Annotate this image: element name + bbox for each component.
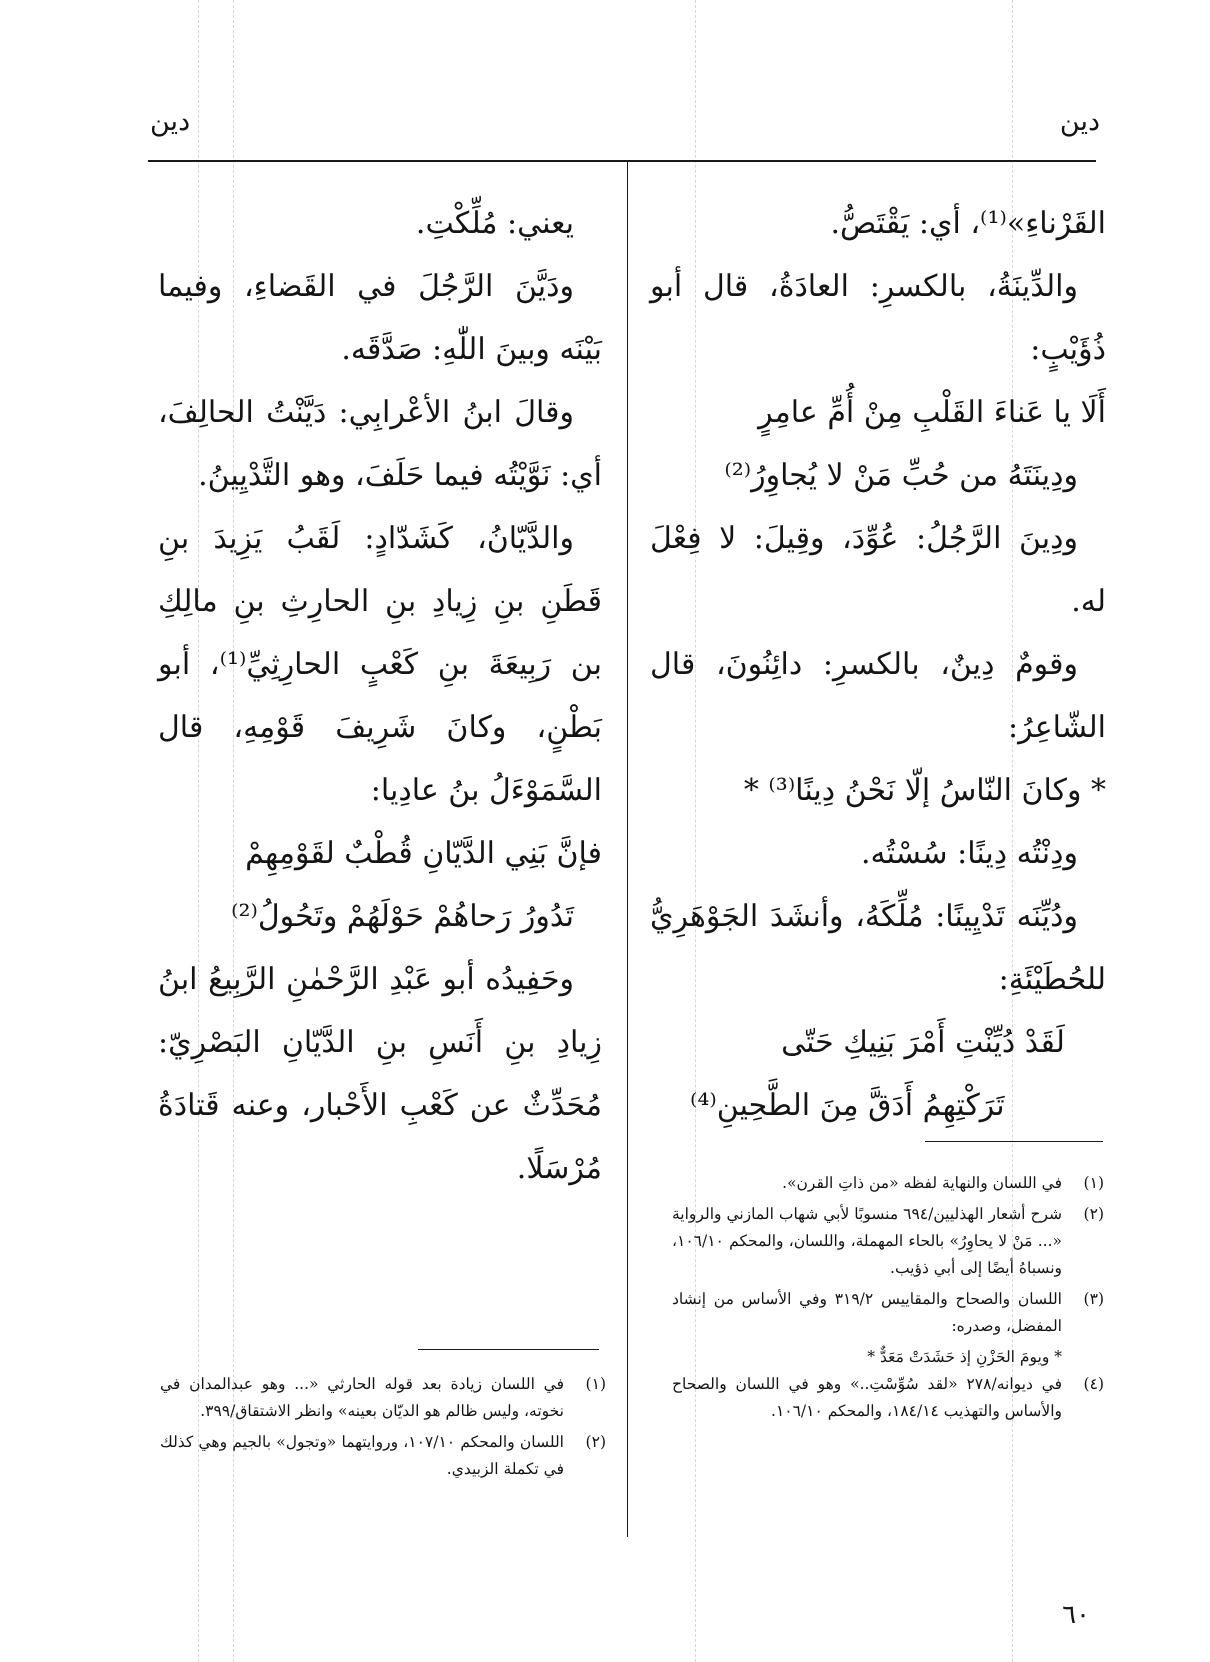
right-footnotes [672,1170,1104,1429]
left-footnotes [160,1371,606,1487]
paragraph: ودِينَ الرَّجُلُ: عُوِّدَ، وقِيلَ: لا فِعْلَ له. [650,521,1106,619]
paragraph: ودُيِّنَه تَدْيِينًا: مُلِّكَهُ، وأنشَدَ الجَوْهَرِيُّ للحُطَيْئَةِ: [650,899,1106,997]
footnote-text: اللسان والصحاح والمقاييس ٣١٩/٢ وفي الأساس من إنشاد المفضل، وصدره: [672,1290,1062,1335]
left-column [158,192,602,1200]
paragraph: وحَفِيدُه أبو عَبْدِ الرَّحْمٰنِ الرَّبِيعُ ابنُ زِيادِ بنِ أَنَسِ بنِ الدَّيّانِ البَصْرِيّ: مُحَدِّثٌ عن كَعْبِ الأَحْبار، وعنه قَتادَةُ مُرْسَلًا. [158,962,602,1186]
footnote [160,1371,606,1425]
poem-line: فإنَّ بَنِي الدَّيّانِ قُطْبٌ لقَوْمِهِمْ [245,836,602,871]
footnote [160,1429,606,1483]
paragraph: يعني: مُلِّكْتِ. [415,206,574,241]
page-number: ٦٠ [1062,1600,1090,1630]
footnote-number: (٢) [585,1433,606,1451]
footnote-text: في اللسان والنهاية لفظه «من ذاتِ القرن». [782,1174,1062,1192]
footnote-text: اللسان والمحكم ١٠٧/١٠، وروايتهما «وتجول» بالجيم وهي كذلك في تكملة الزبيدي. [160,1433,564,1478]
right-column [650,192,1106,1137]
poem-line: أَلَا يا عَناءَ القَلْبِ مِنْ أُمِّ عامِرٍ [758,395,1106,430]
header-rule [148,160,1096,162]
column-divider [627,162,628,1537]
paragraph: ودَيَّنَ الرَّجُلَ في القَضاءِ، وفيما بَيْنَه وبينَ اللّٰهِ: صَدَّقَه. [158,269,602,367]
footnote-text: في ديوانه/٢٧٨ «لقد سُوِّسْتِ..» وهو في اللسان والصحاح والأساس والتهذيب ١٨٤/١٤، والمحكم ١٠٦/١٠. [672,1375,1063,1420]
footnote-rule [925,1141,1103,1142]
poem-line: ودِينَتَهُ من حُبِّ مَنْ لا يُجاوِرُ⁽²⁾ [724,458,1078,493]
footnote-number: (٤) [1083,1375,1104,1393]
footnote-number: (١) [1083,1174,1104,1192]
paragraph: والدِّينَةُ، بالكسرِ: العادَةُ، قال أبو ذُؤَيْبٍ: [650,269,1106,367]
footnote [672,1371,1104,1425]
paragraph: ودِنْتُه دِينًا: سُسْتُه. [861,836,1078,871]
poem-line: * وكانَ النّاسُ إلّا نَحْنُ دِينًا⁽³⁾ * [743,773,1106,808]
poem-line: تَرَكْتِهِمُ أَدَقَّ مِنَ الطَّحِينِ⁽⁴⁾ [690,1088,1005,1123]
footnote-text: في اللسان زيادة بعد قوله الحارثي «... وهو عبدالمدان في نخوته، وليس ظالم هو الديّان بعينه» وانظر الاشتقاق/٣٩٩. [160,1375,564,1420]
paragraph: القَرْناءِ»⁽¹⁾، أي: يَقْتَصُّ. [830,206,1106,241]
footnote-number: (٣) [1083,1290,1104,1308]
footnote-number: (٢) [1083,1205,1104,1223]
footnote-verse: * ويومَ الحَزْنِ إذ حَشَدَتْ مَعَدٌّ * [867,1348,1062,1366]
footnote-text: شرح أشعار الهذليين/٦٩٤ منسوبًا لأبي شهاب المازني والرواية «... مَنْ لا يحاوِرُ» بالحاء المهملة، واللسان، والمحكم ١٠٦/١٠، ونسباهُ أيضًا إلى أبي ذؤيب. [672,1205,1062,1277]
footnote [672,1286,1104,1340]
footnote [672,1170,1104,1197]
running-header-right: دين [1059,106,1100,137]
poem-line: لَقَدْ دُيِّنْتِ أَمْرَ بَنِيكِ حَتّى [781,1025,1065,1060]
running-header-left: دين [150,106,191,137]
paragraph: وقومٌ دِينٌ، بالكسرِ: دائِنُونَ، قال الشّاعِرُ: [650,647,1106,745]
footnote-number: (١) [585,1375,606,1393]
poem-line: تَدُورُ رَحاهُمْ حَوْلَهُمْ وتَحُولُ⁽²⁾ [231,899,574,934]
footnote-rule [418,1349,599,1350]
footnote [672,1201,1104,1282]
paragraph: والدَّيّانُ، كَشَدّادٍ: لَقَبُ يَزِيدَ بنِ قَطَنِ بنِ زِيادِ بنِ الحارِثِ بنِ مالِكِ بن رَبِيعَةَ بنِ كَعْبٍ الحارِثِيِّ⁽¹⁾، أبو بَطْنٍ، وكانَ شَرِيفَ قَوْمِهِ، قال السَّمَوْءَلُ بنُ عادِيا: [158,521,602,808]
paragraph: وقالَ ابنُ الأعْرابِي: دَيَّنْتُ الحالِفَ، أي: نَوَّيْتُه فيما حَلَفَ، وهو التَّدْيِينُ. [158,395,602,493]
